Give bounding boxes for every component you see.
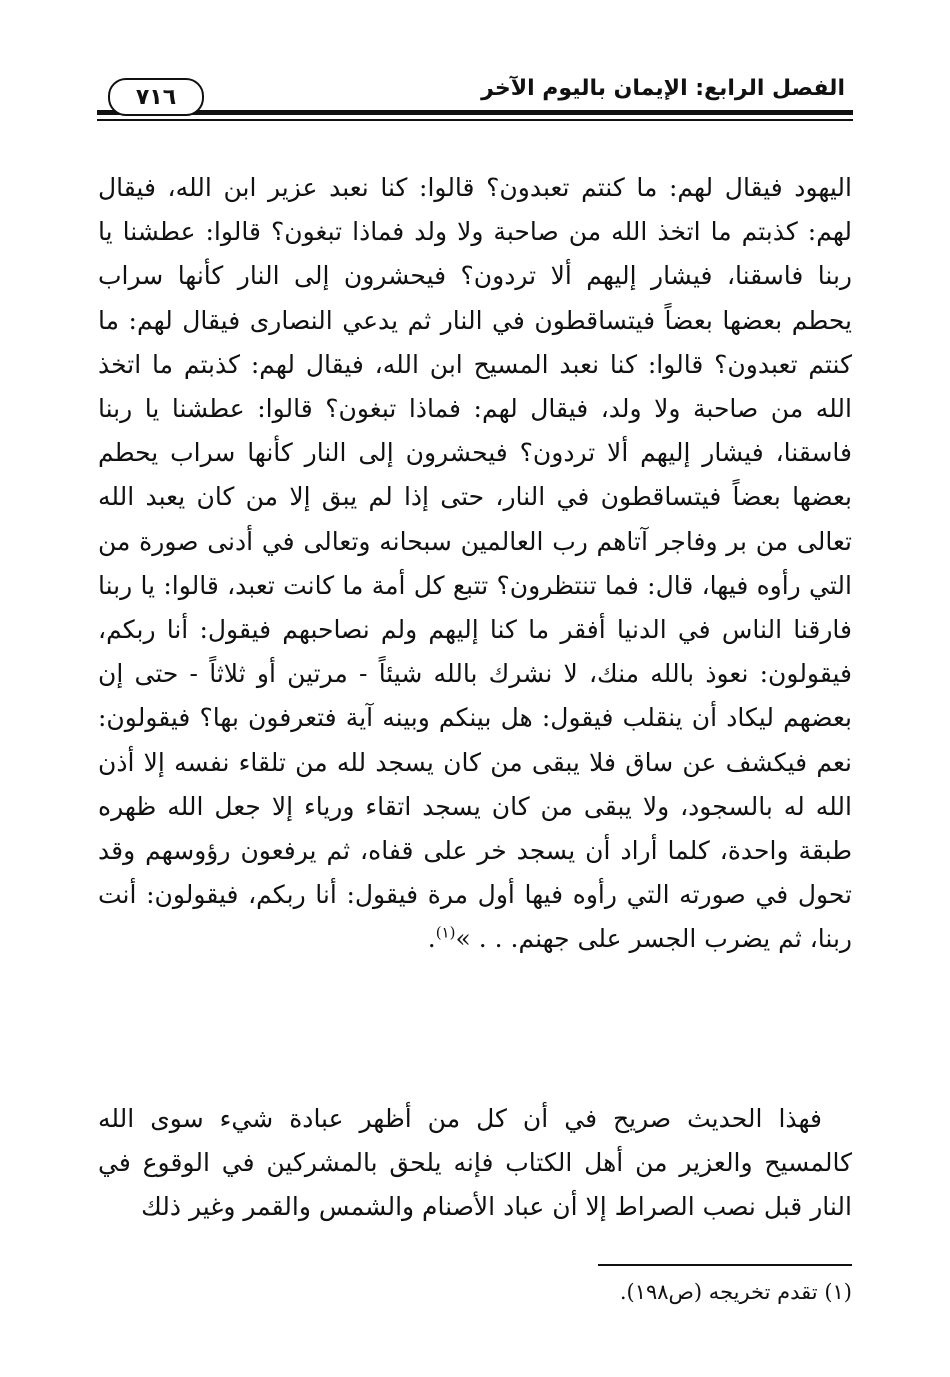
footnote-text: تقدم تخريجه (ص١٩٨). (619, 1280, 818, 1304)
footnote-reference: (١) (435, 924, 456, 943)
body-paragraph-commentary: فهذا الحديث صريح في أن كل من أظهر عبادة شيء سوى الله كالمسيح والعزير من أهل الكتاب فإنه يلحق بالمشركين في الوقوع في النار قبل نصب الصراط إلا أن عباد الأصنام والشمس والقمر وغير ذلك (98, 1104, 852, 1222)
page-number-badge: ٧١٦ (108, 78, 204, 116)
footnote-marker: (١) (824, 1280, 852, 1304)
header-rule-thick (97, 110, 853, 115)
footnote (620, 1280, 852, 1304)
header-rule-thin (97, 119, 853, 121)
hadith-text: اليهود فيقال لهم: ما كنتم تعبدون؟ قالوا: كنا نعبد عزير ابن الله، فيقال لهم: كذبتم ما اتخذ الله من صاحبة ولا ولد فماذا تبغون؟ قالوا: عطشنا يا ربنا فاسقنا، فيشار إليهم ألا تردون؟ فيحشرون إلى النار كأنها سراب يحطم بعضها بعضاً فيتساقطون في النار ثم يدعي النصارى فيقال لهم: ما كنتم تعبدون؟ قالوا: كنا نعبد المسيح ابن الله، فيقال لهم: كذبتم ما اتخذ الله من صاحبة ولا ولد، فيقال لهم: فماذا تبغون؟ قالوا: عطشنا يا ربنا فاسقنا، فيشار إليهم ألا تردون؟ فيحشرون إلى النار كأنها سراب يحطم بعضها بعضاً فيتساقطون في النار، حتى إذا لم يبق إلا من كان يعبد الله تعالى من بر وفاجر آتاهم رب العالمين سبحانه وتعالى في أدنى صورة من التي رأوه فيها، قال: فما تنتظرون؟ تتبع كل أمة ما كانت تعبد، قالوا: يا ربنا فارقنا الناس في الدنيا أفقر ما كنا إليهم ولم نصاحبهم فيقول: أنا ربكم، فيقولون: نعوذ بالله منك، لا نشرك بالله شيئاً - مرتين أو ثلاثاً - حتى إن بعضهم ليكاد أن ينقلب فيقول: هل بينكم وبينه آية فتعرفون بها؟ فيقولون: نعم فيكشف عن ساق فلا يبقى من كان يسجد لله من تلقاء نفسه إلا أذن الله له بالسجود، ولا يبقى من كان يسجد اتقاء ورياء إلا جعل الله ظهره طبقة واحدة، كلما أراد أن يسجد خر على قفاه، ثم يرفعون رؤوسهم وقد تحول في صورته التي رأوه فيها أول مرة فيقول: أنا ربكم، فيقولون: أنت ربنا، ثم يضرب الجسر على جهنم. . . » (98, 173, 852, 954)
page-header (0, 64, 950, 124)
chapter-title: الفصل الرابع: الإيمان باليوم الآخر (481, 76, 845, 101)
footnote-divider (598, 1264, 852, 1266)
paragraph-end-mark: . (427, 924, 436, 954)
body-paragraph-hadith (98, 166, 852, 962)
